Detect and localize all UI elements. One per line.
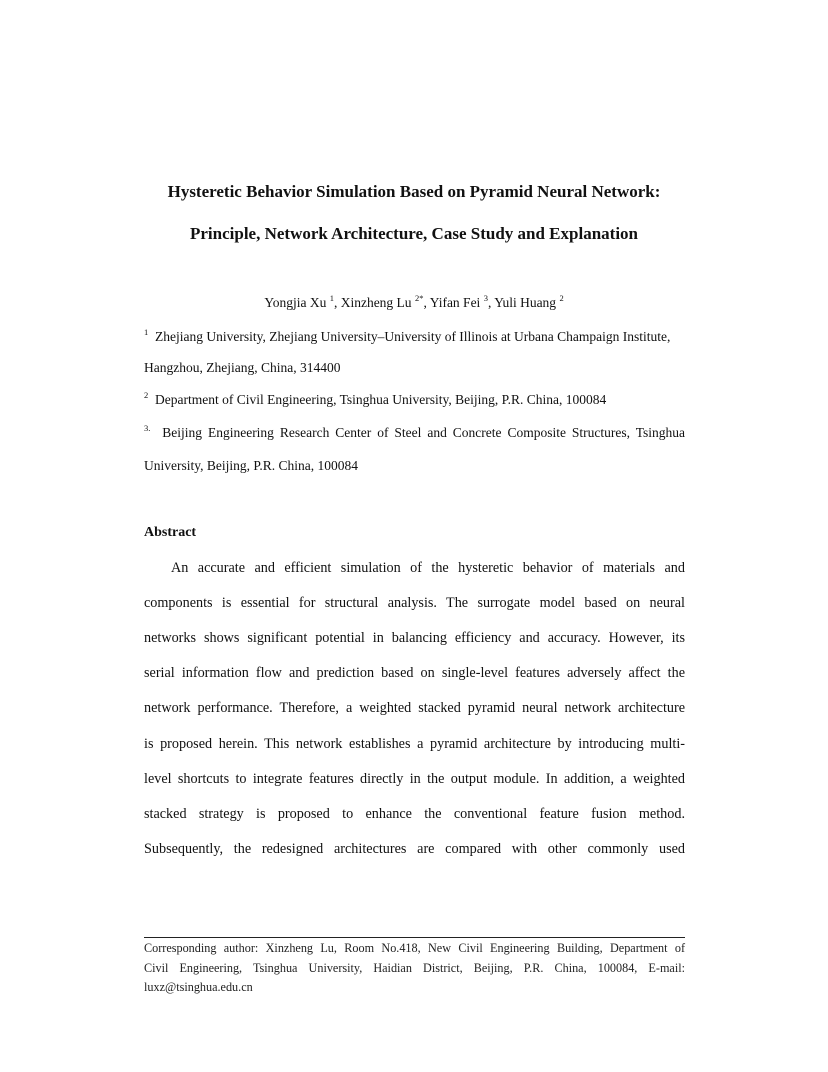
abstract-line: network performance. Therefore, a weighted stacked pyramid neural network architecture [144, 700, 685, 716]
author-affiliation-mark: 1 [329, 293, 334, 303]
author-affiliation-mark: 2 [559, 293, 564, 303]
author-name: Yongjia Xu [264, 295, 327, 310]
abstract-line: components is essential for structural analysis. The surrogate model based on neural [144, 595, 685, 611]
affiliation-text: Zhejiang University, Zhejiang University–University of Illinois at Urbana Champaign Institute, [155, 329, 671, 344]
affiliation-text: Department of Civil Engineering, Tsinghua University, Beijing, P.R. China, 100084 [155, 392, 607, 407]
affiliation-mark: 2 [144, 390, 149, 400]
footnote-line: luxz@tsinghua.edu.cn [144, 980, 253, 994]
affiliation-mark: 1 [144, 327, 149, 337]
author-separator: , [487, 295, 495, 310]
abstract-line: serial information flow and prediction based on single-level features adversely affect the [144, 665, 685, 681]
abstract-line: An accurate and efficient simulation of the hysteretic behavior of materials and [171, 560, 685, 576]
abstract-line: is proposed herein. This network establishes a pyramid architecture by introducing multi- [144, 736, 685, 752]
affiliation-1 [144, 328, 685, 346]
abstract-line: networks shows significant potential in balancing efficiency and accuracy. However, its [144, 630, 685, 646]
author-separator: , [423, 295, 430, 310]
footnote-line: Corresponding author: Xinzheng Lu, Room No.418, New Civil Engineering Building, Department of [144, 941, 685, 955]
author-name: Yifan Fei [429, 295, 481, 310]
author-affiliation-mark: 3 [483, 293, 488, 303]
author-list [0, 294, 828, 312]
author-name: Yuli Huang [494, 295, 557, 310]
abstract-heading: Abstract [144, 525, 197, 540]
abstract-line: level shortcuts to integrate features directly in the output module. In addition, a weighted [144, 771, 685, 787]
author-name: Xinzheng Lu [340, 295, 412, 310]
affiliation-mark: 3. [144, 423, 151, 433]
paper-title-line-1: Hysteretic Behavior Simulation Based on Pyramid Neural Network: [167, 182, 661, 201]
affiliation-3 [144, 424, 685, 442]
author-affiliation-mark: 2* [414, 293, 424, 303]
affiliation-text: Beijing Engineering Research Center of Steel and Concrete Composite Structures, Tsinghua [162, 425, 686, 440]
affiliation-1-continued: Hangzhou, Zhejiang, China, 314400 [144, 360, 341, 375]
abstract-line: stacked strategy is proposed to enhance the conventional feature fusion method. [144, 806, 685, 822]
footnote-divider [144, 937, 685, 938]
footnote-line: Civil Engineering, Tsinghua University, Haidian District, Beijing, P.R. China, 100084, E-mail: [144, 961, 685, 975]
affiliation-3-continued: University, Beijing, P.R. China, 100084 [144, 458, 359, 473]
affiliation-2 [144, 391, 685, 409]
author-separator: , [333, 295, 341, 310]
paper-title-line-2: Principle, Network Architecture, Case Study and Explanation [190, 224, 638, 243]
abstract-line: Subsequently, the redesigned architectures are compared with other commonly used [144, 841, 685, 857]
